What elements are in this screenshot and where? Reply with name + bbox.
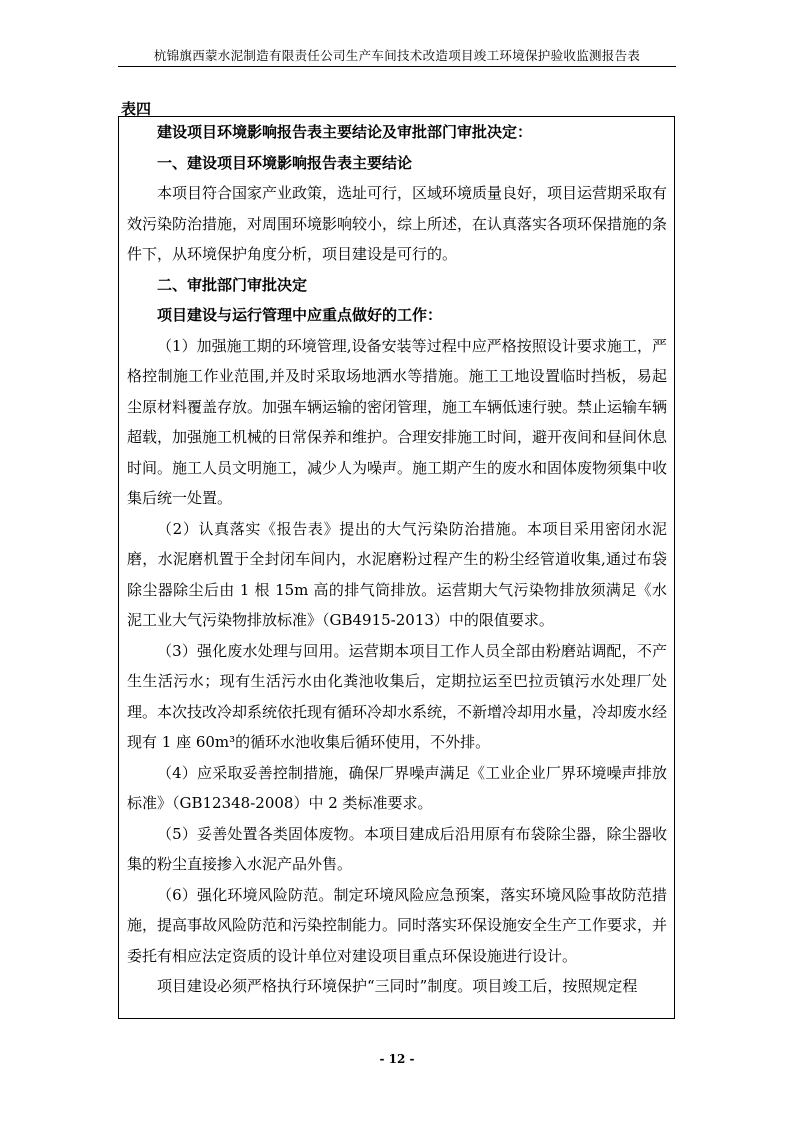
table-content [127, 117, 667, 1002]
table-four-box [118, 116, 675, 1019]
approval-item-3: （3）强化废水处理与回用。运营期本项目工作人员全部由粉磨站调配，不产生生活污水；现有生活污水由化粪池收集后，定期拉运至巴拉贡镇污水处理厂处理。本次技改冷却系统依托现有循环冷却水系统，不新增冷却用水量，冷却废水经现有 1 座 60m³的循环水池收集后循环使用，不外排。 [127, 641, 668, 751]
approval-item-1: （1）加强施工期的环境管理,设备安装等过程中应严格按照设计要求施工，严格控制施工作业范围,并及时采取场地洒水等措施。施工工地设置临时挡板，易起尘原材料覆盖存放。加强车辆运输的密闭管理，施工车辆低速行驶。禁止运输车辆超载，加强施工机械的日常保养和维护。合理安排施工时间，避开夜间和昼间休息时间。施工人员文明施工，减少人为噪声。施工期产生的废水和固体废物须集中收集后统一处置。 [127, 336, 668, 507]
table-label: 表四 [121, 100, 152, 118]
header-divider [118, 66, 676, 67]
page-number: - 12 - [379, 1052, 415, 1066]
section-title: 建设项目环境影响报告表主要结论及审批部门审批决定： [157, 123, 533, 141]
conclusions-body: 本项目符合国家产业政策，选址可行，区域环境质量良好，项目运营期采取有效污染防治措施，对周围环境影响较小，综上所述，在认真落实各项环保措施的条件下，从环境保护角度分析，项目建设是可行的。 [127, 184, 668, 263]
approval-item-5: （5）妥善处置各类固体废物。本项目建成后沿用原有布袋除尘器，除尘器收集的粉尘直接掺入水泥产品外售。 [127, 824, 667, 873]
approval-item-2: （2）认真落实《报告表》提出的大气污染防治措施。本项目采用密闭水泥磨，水泥磨机置于全封闭车间内，水泥磨粉过程产生的粉尘经管道收集,通过布袋除尘器除尘后由 1 根 15m 高的排气筒排放。运营期大气污染物排放须满足《水泥工业大气污染物排放标准》（GB4915-2013）中的限值要求。 [127, 519, 667, 629]
approval-heading: 二、审批部门审批决定 [157, 275, 308, 294]
approval-closing: 项目建设必须严格执行环境保护“三同时”制度。项目竣工后，按照规定程 [157, 977, 638, 995]
report-header: 杭锦旗西蒙水泥制造有限责任公司生产车间技术改造项目竣工环境保护验收监测报告表 [153, 48, 641, 63]
approval-item-4: （4）应采取妥善控制措施，确保厂界噪声满足《工业企业厂界环境噪声排放标准》（GB12348-2008）中 2 类标准要求。 [127, 763, 667, 812]
conclusions-heading: 一、建设项目环境影响报告表主要结论 [157, 153, 413, 172]
approval-intro: 项目建设与运行管理中应重点做好的工作： [157, 306, 443, 324]
approval-item-6: （6）强化环境风险防范。制定环境风险应急预案，落实环境风险事故防范措施，提高事故风险防范和污染控制能力。同时落实环保设施安全生产工作要求，并委托有相应法定资质的设计单位对建设项目重点环保设施进行设计。 [127, 885, 668, 965]
